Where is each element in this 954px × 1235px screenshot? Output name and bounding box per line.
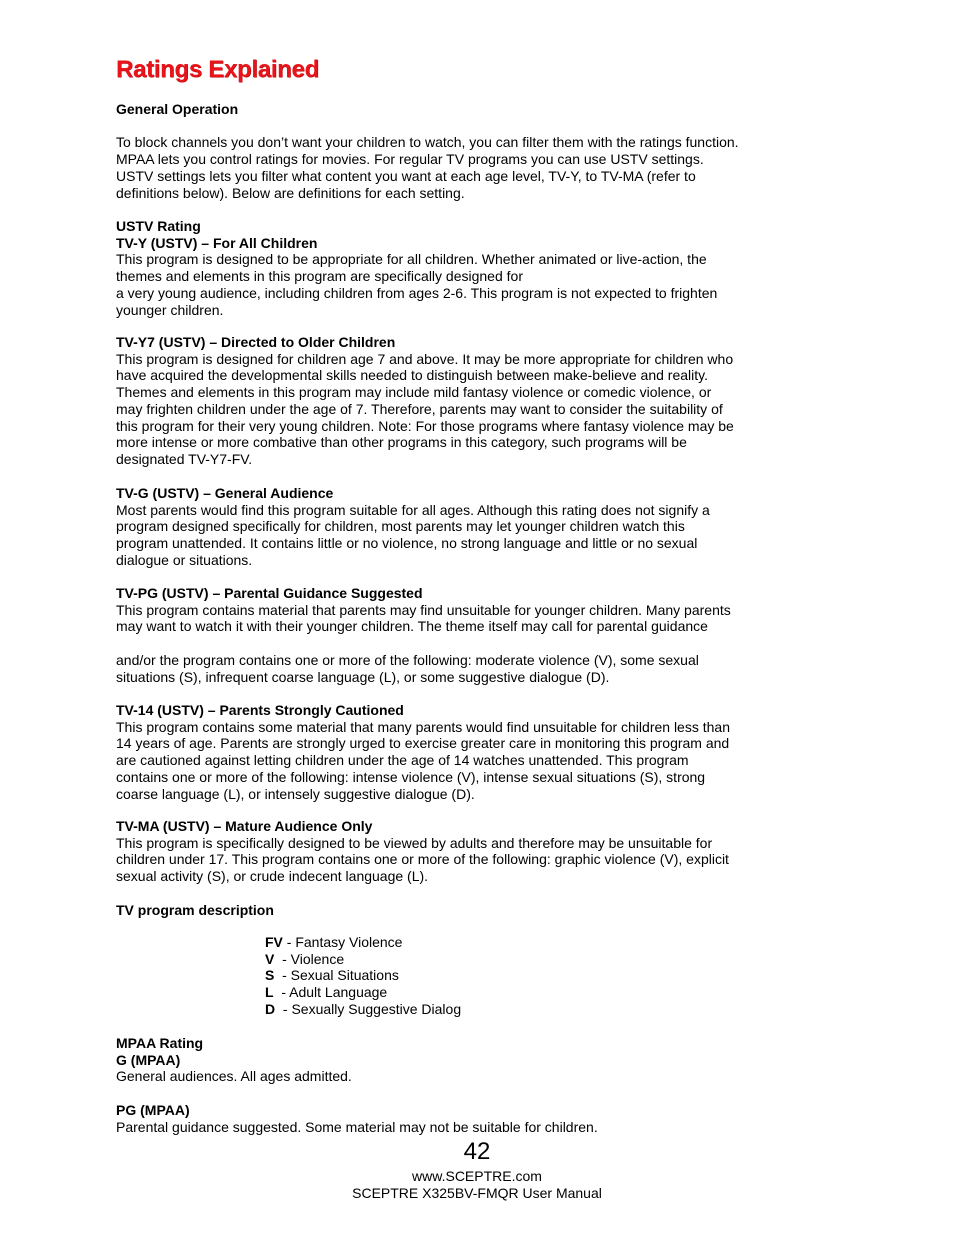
- page-number: 42: [463, 1138, 491, 1165]
- paragraph-line: 14 years of age. Parents are strongly urged to exercise greater care in monitoring this program and: [116, 735, 730, 752]
- paragraph-line: This program is designed to be appropriate for all children. Whether animated or live-action, the: [116, 251, 707, 268]
- code-description: - Sexually Suggestive Dialog: [275, 1000, 462, 1017]
- list-item: [265, 967, 461, 984]
- code-label: FV: [265, 934, 283, 950]
- paragraph-line: Parental guidance suggested. Some material may not be suitable for children.: [116, 1118, 598, 1135]
- code-label: V: [265, 950, 275, 967]
- paragraph-line: may frighten children under the age of 7. Therefore, parents may want to consider the suitability of: [116, 400, 723, 417]
- rating-heading: TV-PG (USTV) – Parental Guidance Suggested: [116, 585, 423, 601]
- paragraph-line: coarse language (L), or intensely suggestive dialogue (D).: [116, 785, 475, 802]
- mpaa-section: [116, 1035, 776, 1135]
- paragraph-line: Most parents would find this program suitable for all ages. Although this rating does not signify a: [116, 501, 710, 518]
- tvy7-section: [116, 334, 776, 468]
- rating-heading: TV-MA (USTV) – Mature Audience Only: [116, 818, 373, 834]
- tv14-section: [116, 702, 776, 802]
- paragraph-line: This program is designed for children age 7 and above. It may be more appropriate for children who: [116, 350, 734, 367]
- footer-website: www.SCEPTRE.com: [412, 1168, 542, 1184]
- tvma-section: [116, 818, 776, 885]
- paragraph-line: This program is specifically designed to be viewed by adults and therefore may be unsuitable for: [116, 834, 713, 851]
- paragraph-line: contains one or more of the following: intense violence (V), intense sexual situations (S), strong: [116, 768, 706, 785]
- rating-heading: TV-Y (USTV) – For All Children: [116, 234, 318, 251]
- paragraph-line: children under 17. This program contains one or more of the following: graphic violence (V), explicit: [116, 851, 729, 868]
- paragraph-line: USTV settings lets you filter what content you want at each age level, TV-Y, to TV-MA (refer to: [116, 167, 696, 184]
- paragraph-line: a very young audience, including children from ages 2-6. This program is not expected to frighten: [116, 284, 718, 301]
- code-label: S: [265, 967, 275, 984]
- rating-heading: PG (MPAA): [116, 1101, 190, 1118]
- code-label: L: [265, 984, 274, 1001]
- page-title: Ratings Explained: [116, 56, 319, 83]
- rating-heading: TV-Y7 (USTV) – Directed to Older Children: [116, 334, 396, 350]
- paragraph-line: may want to watch it with their younger children. The theme itself may call for parental guidance: [116, 618, 708, 635]
- list-item: [265, 951, 461, 968]
- paragraph-line: more intense or more combative than other programs in this category, such programs will be: [116, 434, 687, 451]
- code-description: - Sexual Situations: [274, 967, 399, 984]
- code-description: - Adult Language: [273, 984, 388, 1001]
- paragraph-line: MPAA lets you control ratings for movies. For regular TV programs you can use USTV settings.: [116, 151, 704, 168]
- paragraph-line: have acquired the developmental skills needed to distinguish between make-believe and reality.: [116, 367, 708, 384]
- paragraph-line: and/or the program contains one or more of the following: moderate violence (V), some sexual: [116, 651, 699, 668]
- paragraph-line: This program contains material that parents may find unsuitable for younger children. Many parents: [116, 601, 731, 618]
- code-description: - Fantasy Violence: [282, 934, 403, 950]
- code-label: D: [265, 1000, 276, 1017]
- list-item: [265, 1001, 461, 1018]
- tvpg-section: [116, 585, 776, 685]
- paragraph-line: sexual activity (S), or crude indecent language (L).: [116, 868, 429, 885]
- paragraph-line: Themes and elements in this program may include mild fantasy violence or comedic violence, or: [116, 384, 712, 401]
- paragraph-line: program designed specifically for children, most parents may let younger children watch this: [116, 518, 685, 535]
- general-operation-section: [116, 101, 776, 201]
- paragraph-line: situations (S), infrequent coarse language (L), or some suggestive dialogue (D).: [116, 668, 610, 685]
- paragraph-line: To block channels you don’t want your children to watch, you can filter them with the ratings function.: [116, 134, 739, 151]
- ustv-tvy-section: [116, 218, 776, 318]
- code-description: - Violence: [274, 950, 345, 967]
- section-heading: USTV Rating: [116, 218, 201, 234]
- paragraph-line: dialogue or situations.: [116, 551, 253, 568]
- paragraph-line: program unattended. It contains little or no violence, no strong language and little or no sexual: [116, 535, 698, 552]
- rating-heading: TV-G (USTV) – General Audience: [116, 485, 334, 501]
- paragraph-line: designated TV-Y7-FV.: [116, 450, 253, 467]
- paragraph-line: This program contains some material that many parents would find unsuitable for children less than: [116, 718, 730, 735]
- list-item: [265, 934, 461, 951]
- section-heading: TV program description: [116, 902, 274, 918]
- paragraph-line: this program for their very young children. Note: For those programs where fantasy violence may be: [116, 417, 734, 434]
- program-description-section: [116, 902, 776, 919]
- rating-heading: G (MPAA): [116, 1051, 181, 1068]
- section-heading: General Operation: [116, 101, 239, 117]
- paragraph-line: younger children.: [116, 301, 224, 318]
- list-item: [265, 984, 461, 1001]
- paragraph-line: themes and elements in this program are specifically designed for: [116, 268, 523, 285]
- paragraph-line: General audiences. All ages admitted.: [116, 1068, 352, 1085]
- paragraph-line: are cautioned against letting children under the age of 14 watches unattended. This program: [116, 752, 689, 769]
- rating-heading: TV-14 (USTV) – Parents Strongly Cautioned: [116, 702, 404, 718]
- footer-manual-title: SCEPTRE X325BV-FMQR User Manual: [352, 1185, 602, 1201]
- section-heading: MPAA Rating: [116, 1035, 204, 1051]
- tvg-section: [116, 485, 776, 569]
- paragraph-line: definitions below). Below are definitions for each setting.: [116, 184, 465, 201]
- description-code-list: [265, 934, 461, 1017]
